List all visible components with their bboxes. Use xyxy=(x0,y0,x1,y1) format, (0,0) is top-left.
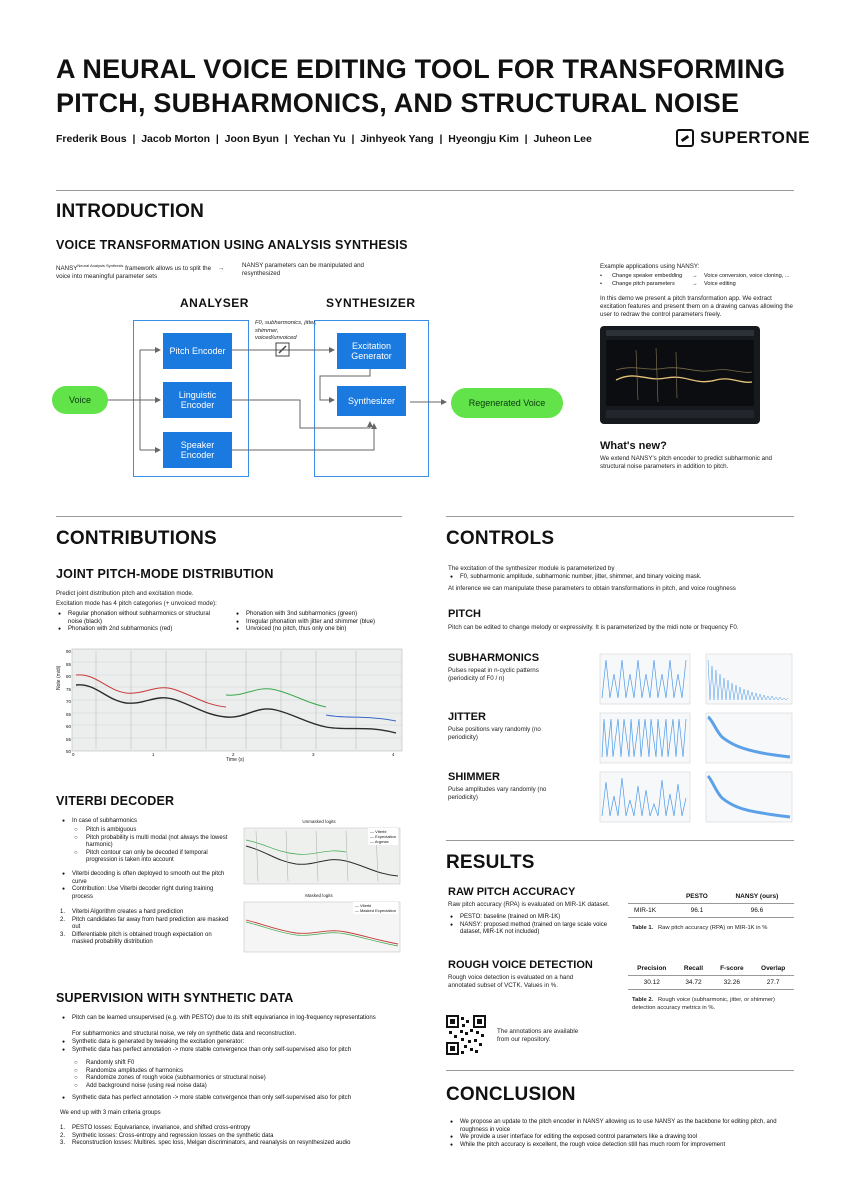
viterbi-steps xyxy=(60,909,232,947)
author-separator: | xyxy=(518,133,534,145)
y-tick-label: 55 xyxy=(65,736,71,742)
pitch-encoder-block: Pitch Encoder xyxy=(163,333,232,369)
speaker-encoder-block: Speaker Encoder xyxy=(163,432,232,468)
x-tick-label: 2 xyxy=(232,752,235,757)
synthesizer-label: SYNTHESIZER xyxy=(326,296,416,310)
table2-caption: Table 2. Rough voice (subharmonic, jitter, or shimmer) detection accuracy metrics in %. xyxy=(632,997,775,1011)
list-item: ○ Randomize amplitudes of harmonics xyxy=(60,1068,400,1076)
author-separator: | xyxy=(278,133,294,145)
pitch-heading: PITCH xyxy=(448,608,481,620)
edit-icon xyxy=(275,342,291,358)
subharmonics-spectrum-plot xyxy=(702,652,794,706)
joint-left-list xyxy=(56,611,226,634)
criteria-list xyxy=(60,1125,400,1148)
linguistic-encoder-block: Linguistic Encoder xyxy=(163,382,232,418)
nansy-description: $NANSY^{Neural Analysis Synthesis}$ framework allows us to split the voice into meaningful parameter sets xyxy=(56,263,212,281)
table-header: PESTO xyxy=(674,890,720,904)
joint-text-2: Excitation mode has 4 pitch categories (+ unvoiced mode): xyxy=(56,600,217,607)
list-item: ● Synthetic data has perfect annotation -> more stable convergence than only self-supervised also for pitch xyxy=(60,1095,400,1103)
viterbi-list-2 xyxy=(60,871,230,901)
right-divider xyxy=(446,516,794,517)
controls-divider xyxy=(446,840,794,841)
list-item: ○ Pitch is ambiguous xyxy=(60,827,235,835)
list-item: ● We provide a user interface for editing the exposed control parameters like a drawing tool xyxy=(448,1134,794,1142)
table-cell: 96.6 xyxy=(720,904,794,918)
list-item: ○ Add background noise (using real noise data) xyxy=(60,1083,400,1091)
list-item: ○ Pitch contour can only be decoded if temporal progression is taken into account xyxy=(60,850,235,865)
analyser-label: ANALYSER xyxy=(180,296,249,310)
x-tick-label: 1 xyxy=(152,752,155,757)
excitation-generator-block: Excitation Generator xyxy=(337,333,406,369)
list-item: ● Viterbi decoding is often deployed to smooth out the pitch curve xyxy=(60,871,230,886)
list-item: 1. Viterbi Algorithm creates a hard prediction xyxy=(60,909,184,915)
y-tick-label: 75 xyxy=(65,686,71,692)
list-item: ● We propose an update to the pitch encoder in NANSY allowing us to use NANSY as the backbone for editing pitch, and roughness in voice xyxy=(448,1119,794,1134)
y-axis-label: Note (midi) xyxy=(56,665,62,690)
list-item: 2. Pitch candidates far away from hard prediction are masked out xyxy=(60,916,229,931)
rvd-heading: ROUGH VOICE DETECTION xyxy=(448,959,593,971)
author-name: Frederik Bous xyxy=(56,133,127,145)
rpa-text: Raw pitch accuracy (RPA) is evaluated on MIR-1K dataset. xyxy=(448,901,610,908)
supervision-sublist xyxy=(60,1060,400,1090)
y-tick-label: 70 xyxy=(65,699,71,704)
rvd-text: Rough voice detection is evaluated on a hand annotated subset of VCTK. Values in %. xyxy=(448,974,574,989)
author-name: Joon Byun xyxy=(224,133,279,145)
nansy-description-2: NANSY parameters can be manipulated and resynthesized xyxy=(242,262,364,277)
results-heading: RESULTS xyxy=(446,852,535,873)
list-item: ● NANSY: proposed method (trained on large scale voice dataset, MIR-1K not included) xyxy=(448,922,624,937)
x-tick-label: 4 xyxy=(392,752,395,757)
x-axis-label: Time (s) xyxy=(226,757,245,763)
list-item: 3. Reconstruction losses: Multires. spec loss, Melgan discriminators, and reanalysis on resynthesized audio xyxy=(60,1140,351,1147)
list-item: ○ Randomly shift F0 xyxy=(60,1060,400,1068)
joint-right-list xyxy=(234,611,404,634)
supervision-list-2 xyxy=(60,1039,400,1054)
jitter-pulse-plot xyxy=(596,711,692,765)
intro-heading: INTRODUCTION xyxy=(56,201,205,222)
author-separator: | xyxy=(345,133,361,145)
contributions-heading: CONTRIBUTIONS xyxy=(56,528,217,549)
controls-heading: CONTROLS xyxy=(446,528,555,549)
author-list xyxy=(56,133,592,145)
author-name: Jacob Morton xyxy=(141,133,211,145)
table-header: F-score xyxy=(711,962,752,976)
joint-distribution-plot xyxy=(56,645,406,765)
table-cell: 30.12 xyxy=(628,976,676,990)
author-name: Hyeongju Kim xyxy=(448,133,519,145)
x-tick-label: 3 xyxy=(312,752,315,757)
joint-text-1: Predict joint distribution pitch and excitation mode. xyxy=(56,590,194,597)
y-tick-labels xyxy=(62,647,72,753)
table-header: NANSY (ours) xyxy=(720,890,794,904)
jitter-heading: JITTER xyxy=(448,711,486,723)
regenerated-voice-node: Regenerated Voice xyxy=(451,388,563,418)
params-note: F0, subharmonics, jitter, shimmer, voiced/unvoiced xyxy=(255,320,317,341)
table-header: Recall xyxy=(676,962,712,976)
author-separator: | xyxy=(433,133,449,145)
plot-legend: — Viterbi — Expectation — Argmax xyxy=(369,829,396,844)
table-rpa xyxy=(628,890,794,918)
criteria-intro: We end up with 3 main criteria groups xyxy=(60,1110,161,1116)
shimmer-pulse-plot xyxy=(596,770,692,824)
whats-new-text: We extend NANSY's pitch encoder to predict subharmonic and structural noise parameters in addition to pitch. xyxy=(600,455,773,470)
list-item: ● Phonation with 3nd subharmonics (green) xyxy=(234,611,404,619)
subharmonics-pulse-plot xyxy=(596,652,692,706)
subharmonics-heading: SUBHARMONICS xyxy=(448,652,540,664)
table-cell: 34.72 xyxy=(676,976,712,990)
list-item: ● Regular phonation without subharmonics or structural noise (black) xyxy=(56,611,226,626)
qr-code-icon[interactable] xyxy=(446,1015,486,1055)
table-row xyxy=(628,976,794,990)
viterbi-plot-unmasked xyxy=(236,818,402,888)
demo-description: In this demo we present a pitch transformation app. We extract excitation features and present them on a drawing canvas allowing the user to redraw the control parameters freely. xyxy=(600,295,793,318)
subharmonics-text: Pulses repeat in n-cyclic patterns (periodicity of F0 / n) xyxy=(448,667,539,682)
controls-list xyxy=(448,574,788,582)
y-tick-label: 80 xyxy=(65,674,71,679)
viterbi-sublist xyxy=(60,827,235,865)
left-divider xyxy=(56,516,402,517)
controls-intro: The excitation of the synthesizer module is parameterized by xyxy=(448,565,615,572)
shimmer-text: Pulse amplitudes vary randomly (no periodicity) xyxy=(448,786,547,801)
rpa-heading: RAW PITCH ACCURACY xyxy=(448,886,576,898)
table-header: Precision xyxy=(628,962,676,976)
synthesizer-block: Synthesizer xyxy=(337,386,406,416)
x-tick-label: 0 xyxy=(72,752,75,757)
table-cell: MIR-1K xyxy=(628,904,674,918)
y-tick-label: 65 xyxy=(65,711,71,717)
supervision-list xyxy=(60,1015,400,1023)
list-item: ● Phonation with 2nd subharmonics (red) xyxy=(56,626,226,634)
list-item: 3. Differentiable pitch is obtained trough expectation on masked probability distribution xyxy=(60,931,212,946)
shimmer-heading: SHIMMER xyxy=(448,771,500,783)
apps-title: Example applications using NANSY: xyxy=(600,263,700,270)
joint-heading: JOINT PITCH-MODE DISTRIBUTION xyxy=(56,567,274,581)
whats-new-heading: What's new? xyxy=(600,440,667,452)
poster-title: A NEURAL VOICE EDITING TOOL FOR TRANSFORMING PITCH, SUBHARMONICS, AND STRUCTURAL NOISE xyxy=(56,54,786,118)
supertone-logo xyxy=(676,128,810,148)
list-item: ○ Randomize zones of rough voice (subharmonics or structural noise) xyxy=(60,1075,400,1083)
list-item: ● Unvoiced (no pitch, thus only one bin) xyxy=(234,626,404,634)
x-tick-labels xyxy=(72,751,402,759)
table-header: Overlap xyxy=(752,962,794,976)
list-item: ● F0, subharmonic amplitude, subharmonic number, jitter, shimmer, and binary voicing mask. xyxy=(448,574,788,582)
viterbi-list-1 xyxy=(60,818,230,826)
rpa-list xyxy=(448,914,624,937)
table1-caption: Table 1. Raw pitch accuracy (RPA) on MIR-1K in % xyxy=(632,925,768,931)
table-cell: 32.26 xyxy=(711,976,752,990)
jitter-spectrum-plot xyxy=(702,711,794,765)
list-item: ○ Pitch probability is multi modal (not always the lowest harmonic) xyxy=(60,835,235,850)
table-row xyxy=(628,904,794,918)
y-tick-label: 85 xyxy=(65,661,71,667)
pitch-text: Pitch can be edited to change melody or expressivity. It is parameterized by the midi note or frequency F0. xyxy=(448,624,739,631)
conclusion-list xyxy=(448,1119,794,1149)
apps-list: • Change speaker embedding → Voice conversion, voice cloning, ... • Change pitch parameters → Voice editing xyxy=(600,273,790,287)
y-tick-label: 90 xyxy=(65,649,71,654)
list-item: 2. Synthetic losses: Cross-entropy and regression losses on the synthetic data xyxy=(60,1132,274,1139)
plot-title: Unmasked logits xyxy=(302,819,336,824)
intro-subheading: VOICE TRANSFORMATION USING ANALYSIS SYNTHESIS xyxy=(56,238,408,252)
jitter-text: Pulse positions vary randomly (no periodicity) xyxy=(448,726,541,741)
author-name: Yechan Yu xyxy=(293,133,346,145)
viterbi-heading: VITERBI DECODER xyxy=(56,794,175,808)
table-rough-voice xyxy=(628,962,794,990)
list-item: ● Synthetic data has perfect annotation -> more stable convergence than only self-supervised also for pitch xyxy=(60,1047,400,1055)
controls-after: At inference we can manipulate these parameters to obtain transformations in pitch, and voice roughness xyxy=(448,585,736,592)
header-divider xyxy=(56,190,794,191)
list-item: ● Irregular phonation with jitter and shimmer (blue) xyxy=(234,619,404,627)
conclusion-heading: CONCLUSION xyxy=(446,1084,576,1105)
viterbi-plot-masked xyxy=(236,892,402,954)
qr-text: The annotations are available from our repository: xyxy=(497,1028,579,1043)
logo-text: SUPERTONE xyxy=(700,128,810,147)
y-tick-label: 60 xyxy=(65,724,71,729)
list-item: ● Contribution: Use Viterbi decoder right during training process xyxy=(60,886,230,901)
list-item: 1. PESTO losses: Equivariance, invariance, and shifted cross-entropy xyxy=(60,1125,251,1131)
supervision-note: For subharmonics and structural noise, we rely on synthetic data and reconstruction. xyxy=(72,1031,297,1037)
table-cell: 27.7 xyxy=(752,976,794,990)
supervision-heading: SUPERVISION WITH SYNTHETIC DATA xyxy=(56,991,294,1005)
author-name: Juheon Lee xyxy=(533,133,592,145)
app-screenshot xyxy=(600,326,760,424)
author-separator: | xyxy=(210,133,225,145)
list-item: ● PESTO: baseline (trained on MIR-1K) xyxy=(448,914,624,922)
plot-legend: — Viterbi — Masked Expectation xyxy=(354,903,396,913)
shimmer-spectrum-plot xyxy=(702,770,794,824)
list-item: ● Pitch can be learned unsupervised (e.g. with PESTO) due to its shift equivariance in log-frequency representations xyxy=(60,1015,400,1023)
arrow-glyph: → xyxy=(218,265,225,272)
y-tick-label: 50 xyxy=(65,749,71,754)
list-item: ● Synthetic data is generated by tweaking the excitation generator: xyxy=(60,1039,400,1047)
supervision-list-3 xyxy=(60,1095,400,1103)
table-header xyxy=(628,890,674,904)
author-name: Jinhyeok Yang xyxy=(360,133,434,145)
list-item: ● In case of subharmonics xyxy=(60,818,230,826)
table-cell: 96.1 xyxy=(674,904,720,918)
list-item: ● While the pitch accuracy is excellent, the rough voice detection still has much room for improvement xyxy=(448,1142,794,1150)
logo-icon xyxy=(676,129,694,147)
voice-node: Voice xyxy=(52,386,108,414)
author-separator: | xyxy=(126,133,142,145)
plot-title: Masked logits xyxy=(305,893,333,898)
results-divider xyxy=(446,1070,794,1071)
